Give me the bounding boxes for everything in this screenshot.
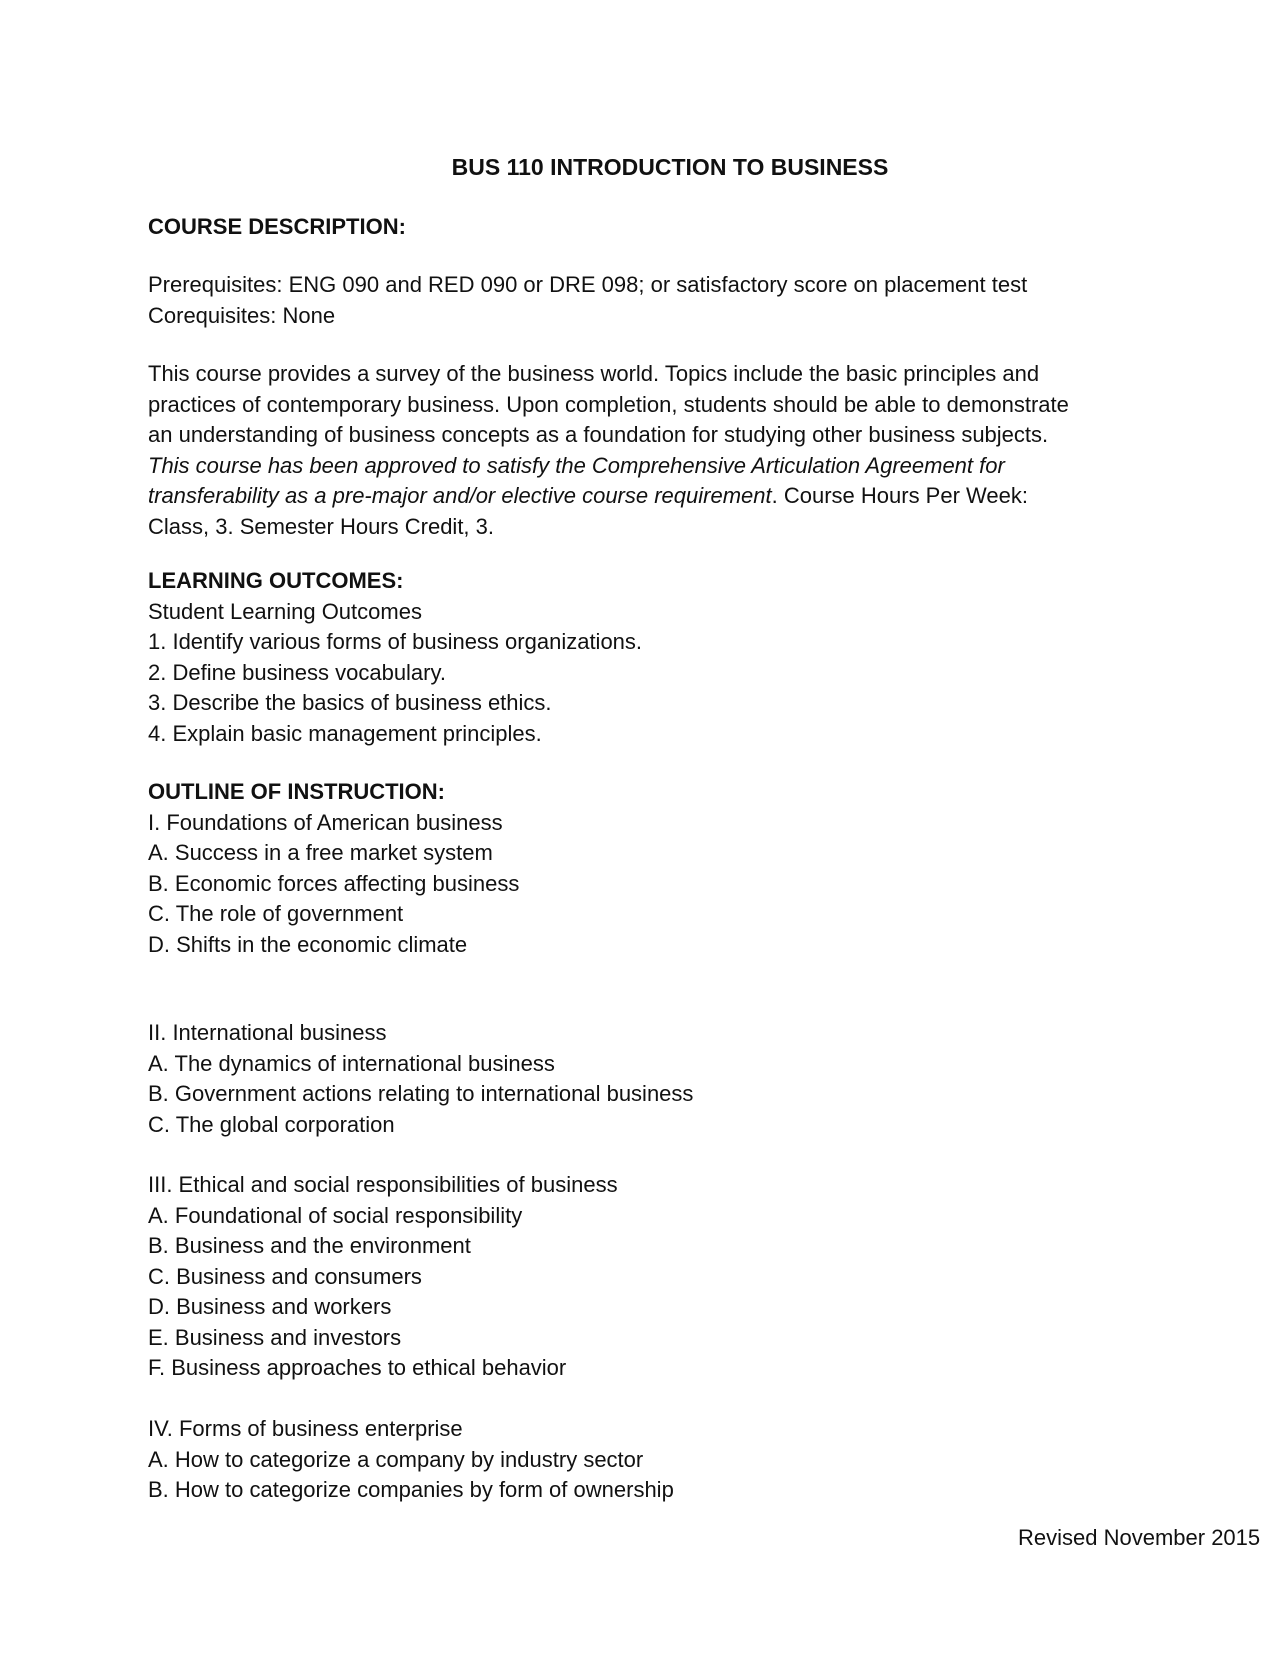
outline-item: F. Business approaches to ethical behavior <box>148 1355 567 1380</box>
outline-heading: OUTLINE OF INSTRUCTION: <box>148 779 445 804</box>
outline-item: B. Economic forces affecting business <box>148 870 520 896</box>
outline-section-4 <box>148 1414 1128 1506</box>
learning-outcomes-subheading: Student Learning Outcomes <box>148 598 422 624</box>
outcome-item: 3. Describe the basics of business ethics. <box>148 690 552 715</box>
outline-section-title: II. International business <box>148 1020 387 1045</box>
learning-outcomes-heading: LEARNING OUTCOMES: <box>148 568 404 593</box>
transferability-text: transferability as a pre-major and/or elective course requirement <box>148 483 772 508</box>
outline-section-3 <box>148 1170 1128 1384</box>
outline-item: E. Business and investors <box>148 1324 402 1350</box>
outline-item: D. Shifts in the economic climate <box>148 931 468 957</box>
outcome-item: 4. Explain basic management principles. <box>148 720 542 746</box>
outline-item: C. The global corporation <box>148 1111 395 1137</box>
description-italic-line <box>148 451 1128 482</box>
page-title: BUS 110 INTRODUCTION TO BUSINESS <box>451 154 889 180</box>
requisites <box>148 270 1128 331</box>
outline-item: B. Government actions relating to international business <box>148 1081 694 1106</box>
outline-item: D. Business and workers <box>148 1294 392 1319</box>
prerequisites-text: Prerequisites: ENG 090 and RED 090 or DRE 098; or satisfactory score on placement test <box>148 272 1028 297</box>
document-page <box>148 0 1261 1656</box>
articulation-agreement-text: This course has been approved to satisfy the Comprehensive Articulation Agreement for <box>148 452 1005 478</box>
description-line: practices of contemporary business. Upon completion, students should be able to demonstrate <box>148 391 1069 417</box>
course-description-section <box>148 212 1128 243</box>
outline-item: B. How to categorize companies by form of ownership <box>148 1477 674 1502</box>
corequisites-text: Corequisites: None <box>148 302 336 328</box>
description-line: This course provides a survey of the business world. Topics include the basic principles and <box>148 361 1040 386</box>
course-hours-text: . Course Hours Per Week: <box>771 483 1028 508</box>
description-line: an understanding of business concepts as a foundation for studying other business subjects. <box>148 422 1049 447</box>
description-mixed-line <box>148 481 1128 512</box>
outline-item: A. The dynamics of international business <box>148 1050 555 1076</box>
revision-date: Revised November 2015 <box>1018 1525 1261 1550</box>
course-description-heading: COURSE DESCRIPTION: <box>148 214 406 239</box>
outline-section-title: IV. Forms of business enterprise <box>148 1416 463 1441</box>
outline-section-2 <box>148 1018 1128 1140</box>
credit-hours-text: Class, 3. Semester Hours Credit, 3. <box>148 513 495 539</box>
course-description-body <box>148 359 1128 542</box>
outline-item: B. Business and the environment <box>148 1233 471 1258</box>
outline-item: C. Business and consumers <box>148 1263 422 1289</box>
outline-item: A. Success in a free market system <box>148 840 493 865</box>
outcome-item: 1. Identify various forms of business organizations. <box>148 629 643 654</box>
outline-item: C. The role of government <box>148 901 404 926</box>
outline-item: A. Foundational of social responsibility <box>148 1202 523 1228</box>
outline-section-title: I. Foundations of American business <box>148 809 503 835</box>
outline-section-1 <box>148 777 1128 960</box>
outline-section-title: III. Ethical and social responsibilities of business <box>148 1172 618 1197</box>
learning-outcomes-section <box>148 566 1128 749</box>
outcome-item: 2. Define business vocabulary. <box>148 659 446 685</box>
outline-item: A. How to categorize a company by industry sector <box>148 1446 644 1472</box>
